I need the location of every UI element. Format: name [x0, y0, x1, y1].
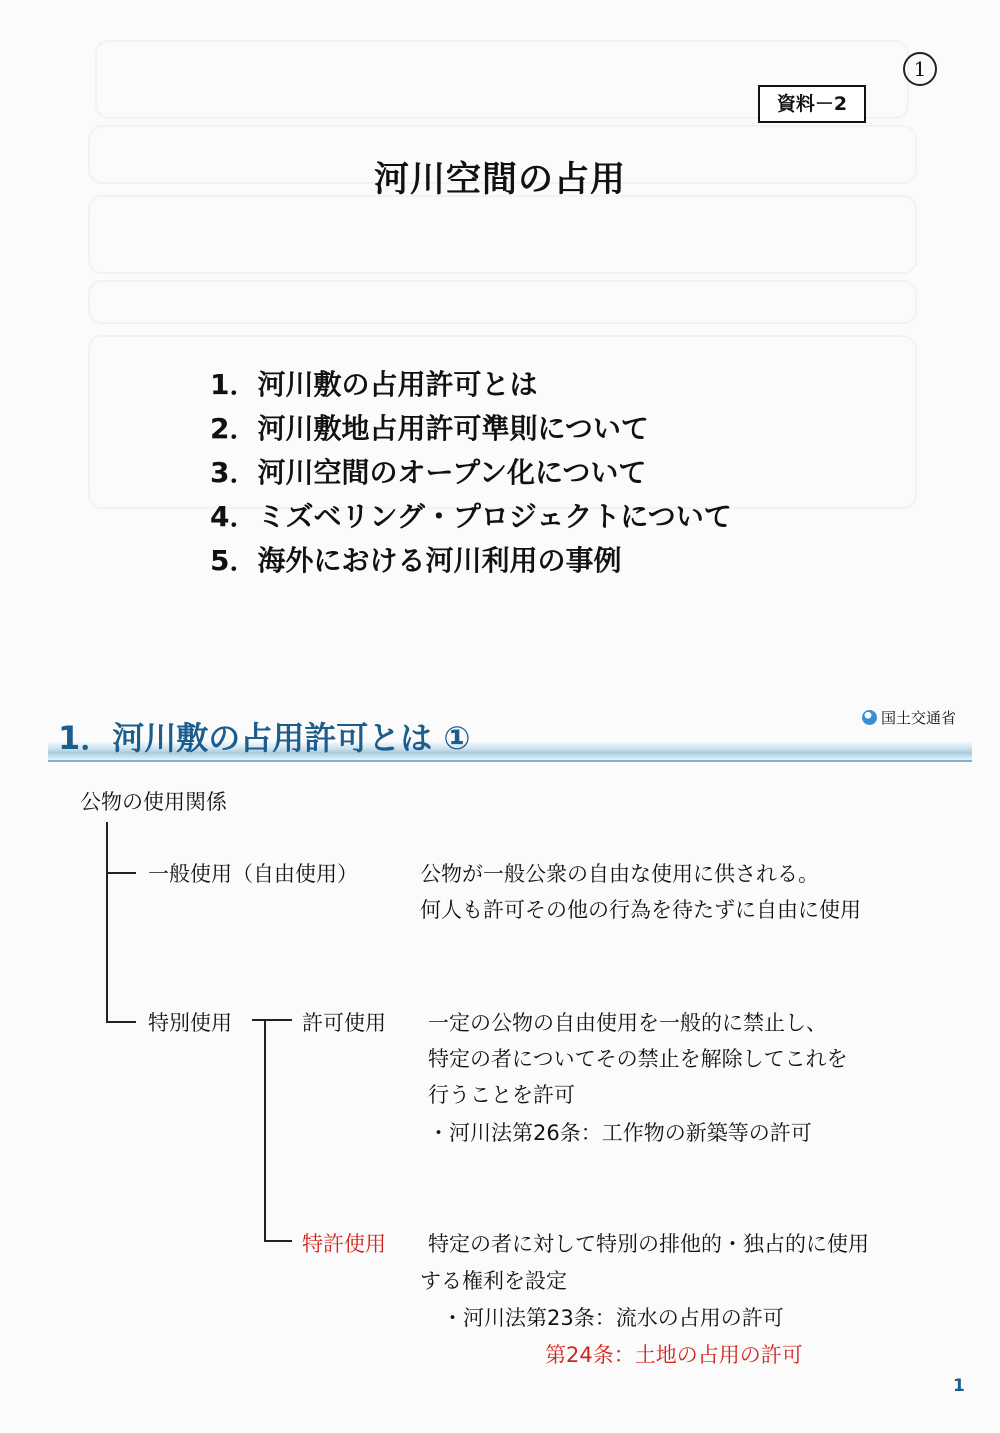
patent-use-desc: 特定の者に対して特別の排他的・独占的に使用: [428, 1232, 869, 1256]
permit-use-law: ・河川法第26条：工作物の新築等の許可: [428, 1121, 812, 1145]
slide-page-number: 1: [953, 1376, 965, 1396]
ministry-logo: [862, 707, 956, 728]
slide-title: 1．河川敷の占用許可とは ①: [58, 719, 471, 757]
tree-connector: [252, 1019, 292, 1021]
toc-item: 4．ミズベリング・プロジェクトについて: [210, 500, 732, 533]
special-use-label: 特別使用: [148, 1011, 232, 1035]
tree-connector: [106, 822, 108, 1022]
tree-connector: [106, 872, 136, 874]
permit-use-desc: 一定の公物の自由使用を一般的に禁止し、: [428, 1011, 827, 1035]
patent-use-law: ・河川法第23条：流水の占用の許可: [442, 1306, 784, 1330]
patent-use-label: 特許使用: [302, 1232, 386, 1256]
patent-use-desc: する権利を設定: [420, 1269, 567, 1293]
tree-connector: [106, 1021, 136, 1023]
scan-artifact: [88, 280, 917, 324]
page-number-circle: 1: [903, 52, 937, 86]
tree-connector: [264, 1019, 266, 1241]
document-label: 資料－2: [758, 85, 866, 123]
ministry-name: 国土交通省: [881, 709, 957, 727]
root-label: 公物の使用関係: [80, 790, 227, 814]
toc-item: 3．河川空間のオープン化について: [210, 456, 647, 489]
ministry-emblem-icon: [862, 710, 877, 725]
scan-artifact: [88, 195, 917, 274]
general-use-desc: 何人も許可その他の行為を待たずに自由に使用: [420, 898, 861, 922]
patent-use-law-highlight: 第24条：土地の占用の許可: [545, 1343, 803, 1367]
permit-use-desc: 行うことを許可: [428, 1083, 575, 1107]
toc-item: 2．河川敷地占用許可準則について: [210, 412, 649, 445]
toc-item: 1．河川敷の占用許可とは: [210, 368, 538, 401]
table-of-contents: [210, 363, 732, 583]
permit-use-label: 許可使用: [302, 1011, 386, 1035]
tree-connector: [264, 1240, 292, 1242]
section-header-underline: [48, 760, 972, 762]
general-use-label: 一般使用（自由使用）: [148, 862, 358, 886]
toc-item: 5．海外における河川利用の事例: [210, 544, 622, 577]
permit-use-desc: 特定の者についてその禁止を解除してこれを: [428, 1047, 848, 1071]
general-use-desc: 公物が一般公衆の自由な使用に供される。: [420, 862, 819, 886]
page-title: 河川空間の占用: [373, 160, 626, 200]
